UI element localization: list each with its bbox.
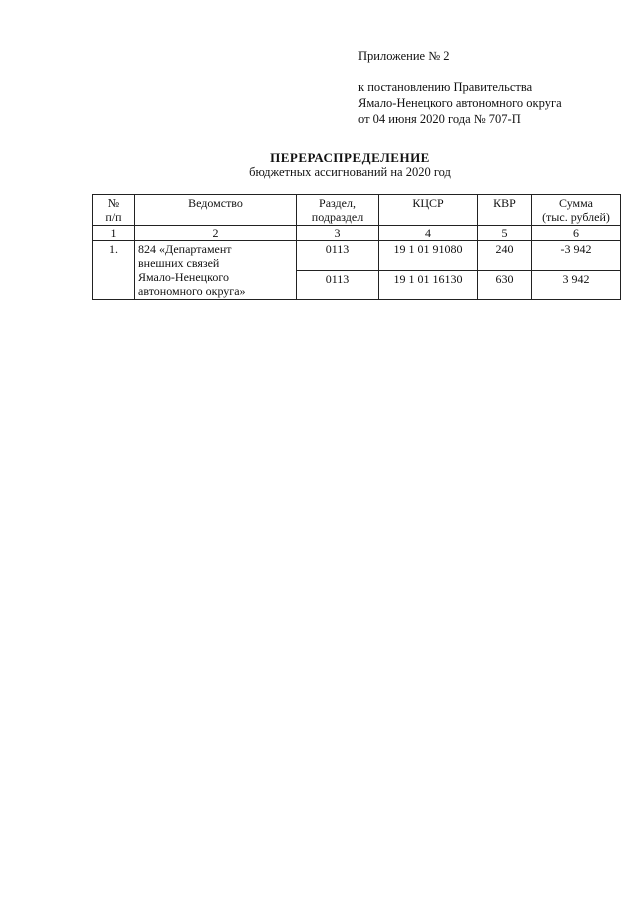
header-sum-line-2: (тыс. рублей) [542,210,610,224]
kvr-cell: 240 [478,241,532,271]
header-sum [532,195,621,226]
index-cell: 6 [532,226,621,241]
header-kcsr: КЦСР [379,195,478,226]
department-line: 824 «Департамент [138,242,232,256]
header-num-line-1: № [107,196,120,210]
header-razdel [297,195,379,226]
document-heading [90,150,610,180]
kcsr-cell: 19 1 01 91080 [379,241,478,271]
index-cell: 3 [297,226,379,241]
index-cell: 5 [478,226,532,241]
kcsr-cell: 19 1 01 16130 [379,270,478,300]
header-num-line-2: п/п [105,210,122,224]
department-line: внешних связей [138,256,220,270]
index-cell: 1 [93,226,135,241]
header-razdel-line-1: Раздел, [319,196,356,210]
appendix-line-1: к постановлению Правительства [358,80,533,94]
row-number: 1. [93,241,135,300]
header-sum-line-1: Сумма [559,196,593,210]
department-cell [135,241,297,300]
header-razdel-line-2: подраздел [311,210,364,224]
sum-cell: 3 942 [532,270,621,300]
reallocation-table [92,194,621,300]
sum-cell: -3 942 [532,241,621,271]
table-row [93,241,621,271]
department-line: Ямало-Ненецкого [138,270,229,284]
kvr-cell: 630 [478,270,532,300]
index-cell: 2 [135,226,297,241]
table-header-row [93,195,621,226]
header-dept: Ведомство [135,195,297,226]
razdel-cell: 0113 [297,270,379,300]
document-subtitle: бюджетных ассигнований на 2020 год [249,165,451,179]
appendix-title: Приложение № 2 [358,49,450,63]
index-cell: 4 [379,226,478,241]
table-index-row [93,226,621,241]
document-title: ПЕРЕРАСПРЕДЕЛЕНИЕ [270,150,430,165]
department-line: автономного округа» [138,284,246,298]
header-num [93,195,135,226]
appendix-block [358,48,562,127]
razdel-cell: 0113 [297,241,379,271]
appendix-line-3: от 04 июня 2020 года № 707-П [358,112,521,126]
appendix-line-2: Ямало-Ненецкого автономного округа [358,96,562,110]
header-kvr: КВР [478,195,532,226]
